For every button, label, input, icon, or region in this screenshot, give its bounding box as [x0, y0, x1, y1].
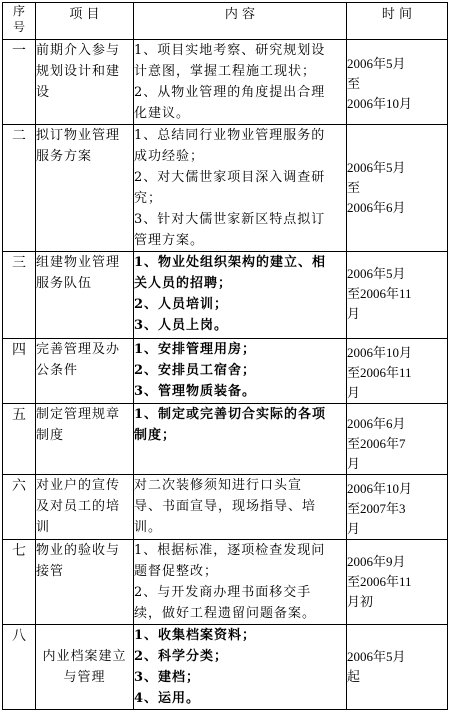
row-item: 完善管理及办公条件: [36, 339, 134, 404]
header-time: 时 间: [347, 3, 448, 40]
schedule-table: [2, 2, 448, 710]
row-item: 拟订物业管理服务方案: [36, 125, 134, 252]
header-serial-top: 序: [12, 4, 25, 18]
header-item: 项 目: [36, 3, 134, 40]
table-body: [3, 40, 448, 710]
time-line: 2006年10月: [347, 481, 413, 496]
row-content: [134, 40, 347, 125]
row-serial-number: 一: [3, 40, 36, 125]
row-serial-number: 八: [3, 625, 36, 710]
time-line: 至: [347, 180, 361, 195]
time-line: 2006年5月: [347, 56, 406, 71]
table-row: [3, 404, 448, 475]
content-line: 1、项目实地考察、研究规划设: [134, 43, 326, 58]
time-line: 2006年5月: [347, 266, 406, 281]
content-line: 2、人员培训；: [134, 297, 229, 312]
content-line: 3、人员上岗。: [134, 318, 229, 333]
content-line: 1、根据标准，逐项检查发现问: [134, 543, 326, 558]
table-row: [3, 125, 448, 252]
row-time: [347, 625, 448, 710]
row-time: [347, 125, 448, 252]
time-line: 月: [347, 306, 361, 321]
time-line: 2006年9月: [347, 554, 406, 569]
row-item: 前期介入参与规划设计和建设: [36, 40, 134, 125]
table-row: [3, 625, 448, 710]
content-line: 对二次装修须知进行口头宣: [134, 478, 303, 493]
row-time: [347, 475, 448, 540]
row-content: [134, 339, 347, 404]
content-line: 2、科学分类；: [134, 649, 229, 664]
time-line: 2006年6月: [347, 200, 406, 215]
content-line: 成功经验；: [134, 149, 205, 164]
row-time: [347, 40, 448, 125]
content-line: 3、建档；: [134, 670, 201, 685]
time-line: 2006年10月: [347, 96, 413, 111]
content-line: 1、总结同行业物业管理服务的: [134, 128, 326, 143]
table-row: [3, 40, 448, 125]
content-line: 题督促整改；: [134, 564, 219, 579]
time-line: 至2006年11: [347, 574, 412, 589]
row-content: [134, 125, 347, 252]
row-serial-number: 五: [3, 404, 36, 475]
content-line: 续，做好工程遗留问题备案。: [134, 606, 317, 621]
row-item: 物业的验收与接管: [36, 540, 134, 625]
content-line: 1、收集档案资料；: [134, 628, 257, 643]
time-line: 2006年5月: [347, 649, 406, 664]
time-line: 至2006年11: [347, 365, 412, 380]
row-item: 对业户的宣传及对员工的培训: [36, 475, 134, 540]
row-time: [347, 540, 448, 625]
time-line: 至2006年7: [347, 436, 406, 451]
row-serial-number: 六: [3, 475, 36, 540]
content-line: 导、书面宣导，现场指导、培: [134, 499, 317, 514]
time-line: 月初: [347, 594, 374, 609]
table-row: [3, 540, 448, 625]
time-line: 2006年10月: [347, 345, 413, 360]
time-line: 至: [347, 76, 361, 91]
content-line: 3、管理物质装备。: [134, 384, 257, 399]
content-line: 3、针对大儒世家新区特点拟订: [134, 212, 326, 227]
row-item: 组建物业管理服务队伍: [36, 252, 134, 339]
time-line: 起: [347, 669, 361, 684]
row-content: [134, 540, 347, 625]
time-line: 2006年6月: [347, 416, 406, 431]
row-time: [347, 339, 448, 404]
content-line: 究；: [134, 191, 163, 206]
content-line: 1、物业处组织架构的建立、相: [134, 255, 327, 270]
header-content: 内 容: [134, 3, 347, 40]
content-line: 2、对大儒世家项目深入调查研: [134, 170, 326, 185]
table-row: [3, 252, 448, 339]
table-row: [3, 475, 448, 540]
table-row: [3, 339, 448, 404]
row-serial-number: 七: [3, 540, 36, 625]
time-line: 月: [347, 385, 361, 400]
row-item: 内业档案建立与管理: [36, 625, 134, 710]
row-item: 制定管理规章制度: [36, 404, 134, 475]
row-time: [347, 404, 448, 475]
row-serial-number: 二: [3, 125, 36, 252]
row-serial-number: 三: [3, 252, 36, 339]
time-line: 月: [347, 456, 361, 471]
header-serial-number: [3, 3, 36, 40]
content-line: 化建议。: [134, 106, 191, 121]
header-serial-bottom: 号: [12, 20, 25, 34]
content-line: 4、运用。: [134, 691, 201, 706]
time-line: 2006年5月: [347, 160, 406, 175]
time-line: 至2006年11: [347, 286, 412, 301]
row-serial-number: 四: [3, 339, 36, 404]
content-line: 1、安排管理用房；: [134, 342, 257, 357]
content-line: 制度；: [134, 428, 177, 443]
content-line: 训。: [134, 520, 163, 535]
row-content: [134, 625, 347, 710]
table-header-row: [3, 3, 448, 40]
content-line: 管理方案。: [134, 233, 205, 248]
content-line: 2、与开发商办理书面移交手: [134, 585, 312, 600]
row-content: [134, 252, 347, 339]
time-line: 至2007年3: [347, 501, 406, 516]
row-time: [347, 252, 448, 339]
content-line: 2、安排员工宿舍；: [134, 363, 257, 378]
content-line: 关人员的招聘；: [134, 276, 233, 291]
content-line: 计意图，掌握工程施工现状；: [134, 64, 317, 79]
row-content: [134, 404, 347, 475]
content-line: 2、从物业管理的角度提出合理: [134, 85, 326, 100]
time-line: 月: [347, 521, 361, 536]
row-content: [134, 475, 347, 540]
content-line: 1、制定或完善切合实际的各项: [134, 407, 327, 422]
